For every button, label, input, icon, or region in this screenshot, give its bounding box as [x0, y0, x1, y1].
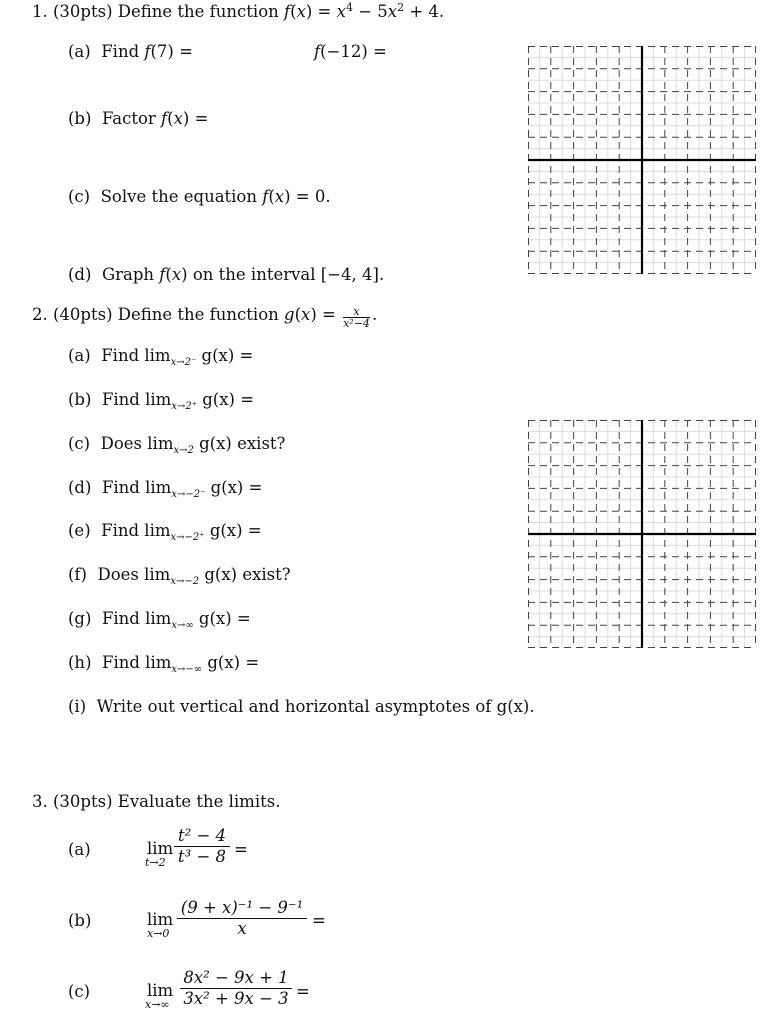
part-tail: g(x) = — [207, 653, 260, 672]
part-label: (a) — [68, 42, 91, 61]
part-text: Solve the equation — [100, 187, 257, 206]
part-text: Does lim — [100, 434, 174, 453]
part-label: (g) — [68, 609, 92, 628]
question-intro: Evaluate the limits. — [117, 792, 281, 811]
part-text: Find lim — [101, 390, 172, 409]
part-text: Find lim — [101, 478, 172, 497]
part-tail: g(x) exist? — [199, 434, 286, 453]
part-tail: g(x) exist? — [204, 565, 291, 584]
q3c-fraction — [180, 968, 292, 1009]
part-text: Find lim — [101, 521, 171, 540]
question-points: (30pts) — [53, 792, 113, 811]
graph-grid-1[interactable] — [528, 46, 756, 274]
part-text: Graph — [101, 265, 155, 284]
part-text: Find lim — [102, 653, 172, 672]
part-label: (d) — [68, 265, 92, 284]
part-label: (a) — [68, 840, 91, 859]
part-text: Write out vertical and horizontal asymptotes of g(x). — [96, 697, 535, 716]
equals-sign: = — [296, 982, 310, 1001]
q1-part-a-second: f(−12) = — [314, 42, 387, 61]
limit-operator: lim — [147, 910, 174, 929]
function-definition: f — [284, 2, 291, 21]
q1-part-d: (d) Graph f(x) on the interval [−4, 4]. — [68, 265, 385, 284]
denominator: 3x² + 9x − 3 — [183, 989, 289, 1008]
q3a-fraction — [174, 826, 230, 867]
small-fraction: $\frac{x}{\text{x²−4}}$ — [343, 305, 370, 330]
interval: [−4, 4]. — [320, 265, 385, 284]
q2-part-a — [68, 346, 253, 366]
equals-sign: = — [234, 840, 248, 859]
part-label: (f) — [68, 565, 87, 584]
part-tail: g(x) = — [201, 346, 254, 365]
part-label: (h) — [68, 653, 92, 672]
part-tail: g(x) = — [202, 390, 255, 409]
part-label: (b) — [68, 109, 92, 128]
q1-part-c: (c) Solve the equation f(x) = 0. — [68, 187, 331, 206]
limit-subscript: x→∞ — [145, 998, 170, 1011]
part-text: Find lim — [101, 609, 172, 628]
part-label: (c) — [68, 982, 91, 1001]
limit-subscript: x→0 — [147, 927, 170, 940]
q1-part-a: (a) Find f(7) = — [68, 42, 193, 61]
q2-part-f — [68, 565, 291, 585]
numerator: 8x² − 9x + 1 — [183, 968, 289, 987]
question-1-heading: 1. (30pts) Define the function $f(x) = x^4 - 5x^2 + 4$. — [32, 1, 445, 21]
q2-part-i — [68, 697, 535, 717]
limit-subscript: x→−2⁻ — [171, 489, 206, 500]
question-points: (40pts) — [53, 305, 113, 324]
part-label: (c) — [68, 187, 91, 206]
q2-part-h — [68, 653, 259, 673]
q3b-fraction — [177, 898, 307, 939]
limit-subscript: x→−2⁺ — [170, 532, 205, 543]
part-text: on the interval — [192, 265, 316, 284]
part-tail: g(x) = — [209, 521, 262, 540]
question-intro: Define the function — [117, 305, 279, 324]
q2-part-c — [68, 434, 285, 454]
limit-operator: lim — [147, 839, 174, 858]
part-label: (c) — [68, 434, 91, 453]
numerator: t² − 4 — [177, 826, 227, 845]
question-number: 2. — [32, 305, 48, 324]
limit-subscript: x→2⁺ — [171, 401, 197, 412]
q1-part-b: (b) Factor f(x) = — [68, 109, 209, 128]
part-label: (b) — [68, 390, 92, 409]
question-2-heading: 2. (40pts) Define the function g(x) = $\frac{x}{\text{x²−4}}$ . — [32, 305, 378, 330]
denominator: t³ − 8 — [177, 847, 227, 866]
question-number: 3. — [32, 792, 48, 811]
q2-part-d — [68, 478, 262, 498]
limit-subscript: x→−∞ — [171, 664, 203, 675]
q2-part-b — [68, 390, 254, 410]
denominator: x — [237, 919, 247, 938]
question-number: 1. — [32, 2, 48, 21]
equals-sign: = — [312, 911, 326, 930]
part-label: (b) — [68, 911, 92, 930]
part-label: (d) — [68, 478, 92, 497]
part-label: (e) — [68, 521, 91, 540]
limit-subscript: x→2⁻ — [170, 357, 197, 368]
limit-subscript: x→∞ — [171, 620, 194, 631]
part-text: Does lim — [97, 565, 171, 584]
limit-subscript: x→−2 — [170, 576, 200, 587]
part-text: Find lim — [101, 346, 171, 365]
part-label: (a) — [68, 346, 91, 365]
graph-grid-2[interactable] — [528, 420, 756, 648]
part-tail: g(x) = — [198, 609, 251, 628]
limit-subscript: x→2 — [173, 445, 194, 456]
part-text: Find — [101, 42, 140, 61]
question-intro: Define the function — [117, 2, 279, 21]
limit-operator: lim — [147, 981, 174, 1000]
q2-part-g — [68, 609, 251, 629]
question-3-heading — [32, 792, 280, 812]
limit-subscript: t→2 — [145, 856, 166, 869]
part-label: (i) — [68, 697, 87, 716]
part-text: Factor — [101, 109, 156, 128]
q2-part-e — [68, 521, 262, 541]
numerator: (9 + x)⁻¹ − 9⁻¹ — [180, 898, 304, 917]
question-points: (30pts) — [53, 2, 113, 21]
part-tail: g(x) = — [210, 478, 263, 497]
function-definition: g — [284, 305, 295, 324]
